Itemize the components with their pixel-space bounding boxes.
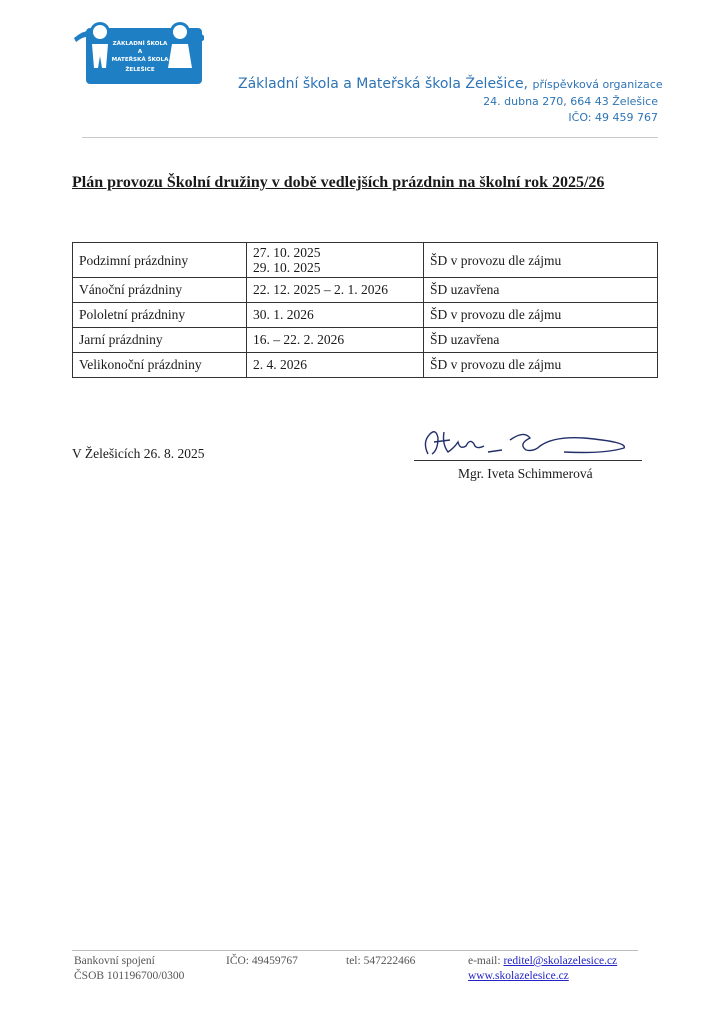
holiday-date: 29. 10. 2025	[253, 260, 321, 275]
footer-divider	[72, 950, 638, 951]
holiday-date: 27. 10. 2025	[253, 245, 321, 260]
holiday-dates	[247, 243, 424, 278]
email-link[interactable]: reditel@skolazelesice.cz	[503, 955, 618, 967]
table-row	[73, 353, 658, 378]
table-row	[73, 303, 658, 328]
school-logo	[72, 20, 204, 88]
place-date: V Želešicích 26. 8. 2025	[72, 446, 205, 461]
school-name	[238, 76, 663, 92]
footer-email-label: e-mail:	[468, 955, 501, 967]
footer-contacts	[468, 954, 617, 984]
footer-ico: IČO: 49459767	[226, 955, 298, 967]
header-divider	[82, 137, 658, 138]
school-address-block	[483, 94, 658, 126]
school-org-type: příspěvková organizace	[532, 78, 663, 91]
table-row	[73, 278, 658, 303]
school-address: 24. dubna 270, 664 43 Želešice	[483, 95, 658, 108]
holiday-name: Pololetní prázdniny	[73, 303, 247, 328]
holiday-name: Vánoční prázdniny	[73, 278, 247, 303]
holiday-status: ŠD uzavřena	[424, 328, 658, 353]
footer-bank-label: Bankovní spojení	[74, 955, 155, 967]
table-row	[73, 328, 658, 353]
signer-name: Mgr. Iveta Schimmerová	[458, 466, 593, 481]
signature-line	[414, 460, 642, 461]
holiday-status: ŠD v provozu dle zájmu	[424, 303, 658, 328]
holiday-date: 22. 12. 2025 – 2. 1. 2026	[247, 278, 424, 303]
footer-email-line	[468, 954, 617, 969]
holiday-date: 2. 4. 2026	[247, 353, 424, 378]
holiday-status: ŠD v provozu dle zájmu	[424, 243, 658, 278]
holiday-name: Jarní prázdniny	[73, 328, 247, 353]
holiday-date: 30. 1. 2026	[247, 303, 424, 328]
document-title: Plán provozu Školní družiny v době vedlejších prázdnin na školní rok 2025/26	[72, 174, 605, 191]
footer-bank-account: ČSOB 101196700/0300	[74, 970, 185, 982]
logo-text-line: MATEŘSKÁ ŠKOLA	[111, 57, 169, 63]
school-name-main: Základní škola a Mateřská škola Želešice,	[238, 76, 529, 92]
logo-text-line: ZÁKLADNÍ ŠKOLA	[112, 41, 168, 47]
website-link[interactable]: www.skolazelesice.cz	[468, 970, 569, 982]
logo-text-line: A	[137, 49, 143, 55]
table-row	[73, 243, 658, 278]
holiday-name: Velikonoční prázdniny	[73, 353, 247, 378]
holiday-table	[72, 242, 658, 378]
logo-text-line: ŽELEŠICE	[125, 67, 155, 73]
holiday-name: Podzimní prázdniny	[73, 243, 247, 278]
holiday-date: 16. – 22. 2. 2026	[247, 328, 424, 353]
footer-tel: tel: 547222466	[346, 955, 416, 967]
footer-bank	[74, 954, 184, 984]
handwritten-signature	[414, 424, 644, 464]
school-ico: IČO: 49 459 767	[568, 111, 658, 124]
holiday-status: ŠD v provozu dle zájmu	[424, 353, 658, 378]
holiday-status: ŠD uzavřena	[424, 278, 658, 303]
